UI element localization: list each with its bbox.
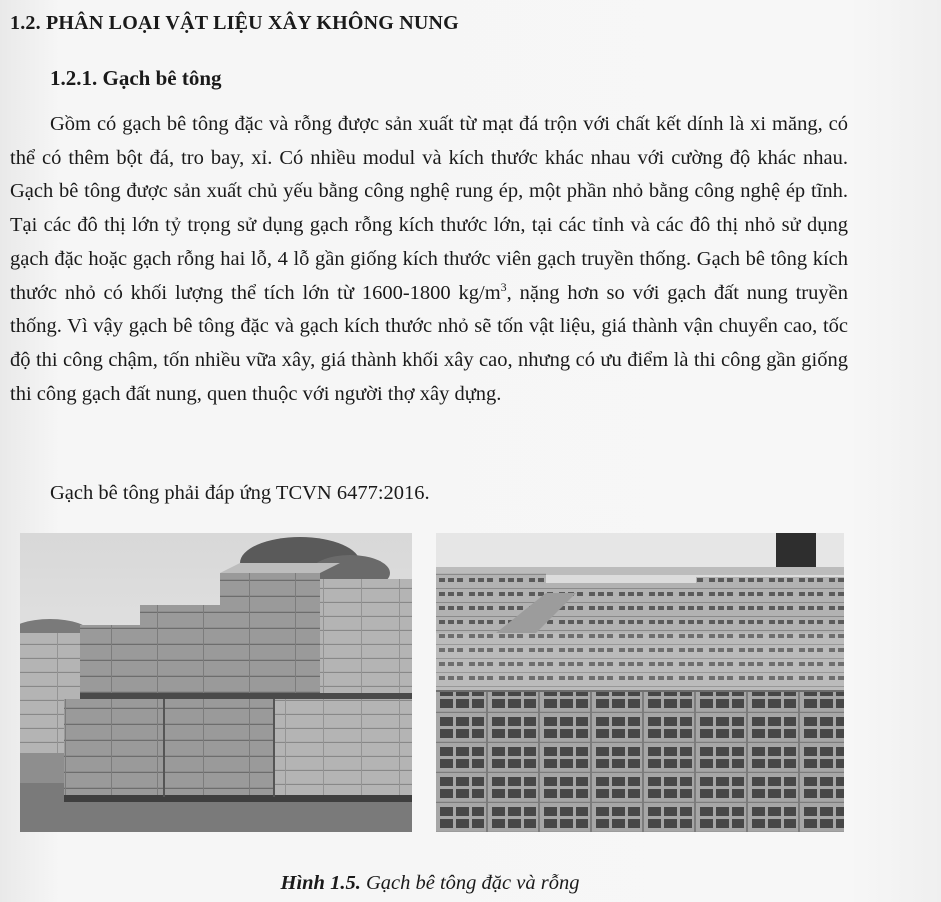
figure-caption [0,872,860,895]
paragraph-text: Gồm có gạch bê tông đặc và rỗng được sản xuất từ mạt đá trộn với chất kết dính là xi măng, có thể có thêm bột đá, tro bay, xỉ. Có nhiều modul và kích thước khác nhau với cường độ khác nhau. Gạch bê tông được sản xuất chủ yếu bằng công nghệ rung ép, một phần nhỏ bằng công nghệ ép tĩnh. Tại các đô thị lớn tỷ trọng sử dụng gạch rỗng kích thước lớn, tại các tỉnh và các đô thị nhỏ sử dụng gạch đặc hoặc gạch rỗng hai lỗ, 4 lỗ gần giống kích thước viên gạch truyền thống. Gạch bê tông kích thước nhỏ có khối lượng thể tích lớn từ 1600-1800 kg/m [10,113,848,304]
superscript-exponent: 3 [500,279,507,294]
standard-paragraph: Gạch bê tông phải đáp ứng TCVN 6477:2016. [50,482,430,504]
figure-caption-text: Gạch bê tông đặc và rỗng [360,872,580,894]
section-heading: 1.2. PHÂN LOẠI VẬT LIỆU XÂY KHÔNG NUNG [10,12,459,34]
subsection-heading: 1.2.1. Gạch bê tông [50,66,222,90]
paragraph-text-continued: , nặng hơn so với gạch đất nung truyền thống. Vì vậy gạch bê tông đặc và gạch kích thước nhỏ sẽ tốn vật liệu, giá thành vận chuyển cao, tốc độ thi công chậm, tốn nhiều vữa xây, giá thành khối xây cao, nhưng có ưu điểm là thi công gần giống thi công gạch đất nung, quen thuộc với người thợ xây dựng. [10,281,848,405]
body-paragraph [10,108,848,411]
hollow-brick-field-illustration [436,533,844,832]
solid-brick-stacks-illustration [20,533,412,832]
hollow-brick-photo [436,533,844,832]
figure-caption-label: Hình 1.5. [280,872,361,894]
solid-brick-photo [20,533,412,832]
